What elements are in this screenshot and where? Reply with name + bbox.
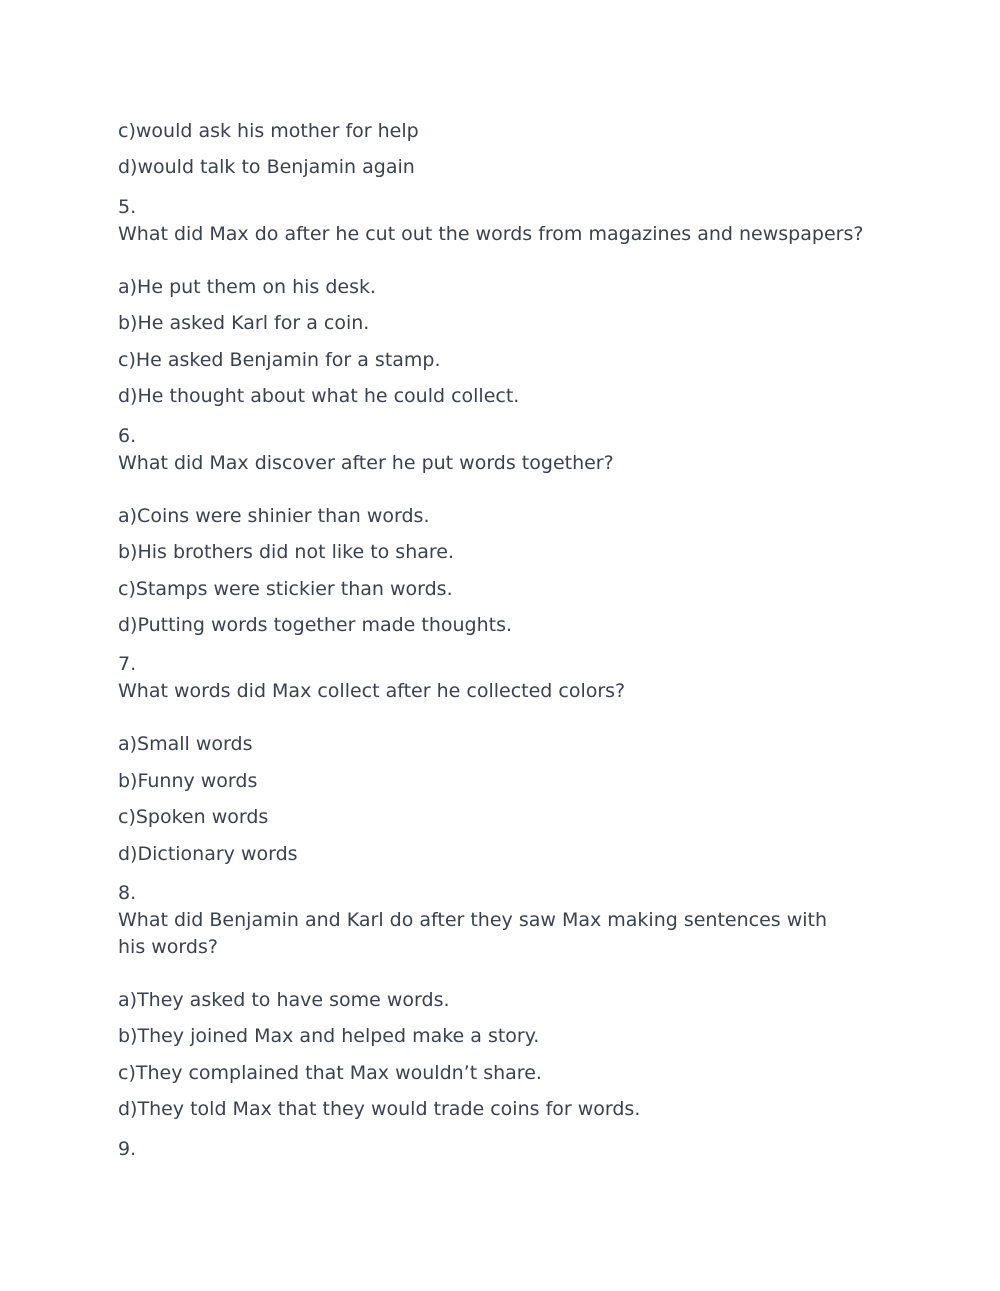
q8-option-d[interactable]: d)They told Max that they would trade coins for words. [118,1098,641,1120]
q6-option-d[interactable]: d)Putting words together made thoughts. [118,614,513,636]
q6-option-c[interactable]: c)Stamps were stickier than words. [118,578,453,600]
q7-option-b[interactable]: b)Funny words [118,770,258,792]
q6-question: What did Max discover after he put words together? [118,452,614,474]
q7-option-a[interactable]: a)Small words [118,733,253,755]
q4-option-d[interactable]: d)would talk to Benjamin again [118,156,415,178]
q9-number: 9. [118,1138,137,1160]
q5-option-b[interactable]: b)He asked Karl for a coin. [118,312,370,334]
q7-question: What words did Max collect after he collected colors? [118,680,626,702]
q4-option-c[interactable]: c)would ask his mother for help [118,120,419,142]
q7-number: 7. [118,653,137,675]
q8-question: What did Benjamin and Karl do after they saw Max making sentences with his words? [118,909,828,958]
q8-option-b[interactable]: b)They joined Max and helped make a story. [118,1025,540,1047]
q5-question: What did Max do after he cut out the words from magazines and newspapers? [118,223,864,245]
q6-number: 6. [118,425,137,447]
q5-option-a[interactable]: a)He put them on his desk. [118,276,377,298]
q5-option-c[interactable]: c)He asked Benjamin for a stamp. [118,349,441,371]
q8-option-c[interactable]: c)They complained that Max wouldn’t share. [118,1062,542,1084]
q7-option-c[interactable]: c)Spoken words [118,806,269,828]
q6-option-b[interactable]: b)His brothers did not like to share. [118,541,455,563]
q7-option-d[interactable]: d)Dictionary words [118,843,298,865]
q8-number: 8. [118,882,137,904]
q6-option-a[interactable]: a)Coins were shinier than words. [118,505,430,527]
q8-option-a[interactable]: a)They asked to have some words. [118,989,450,1011]
q5-option-d[interactable]: d)He thought about what he could collect. [118,385,520,407]
q5-number: 5. [118,196,137,218]
